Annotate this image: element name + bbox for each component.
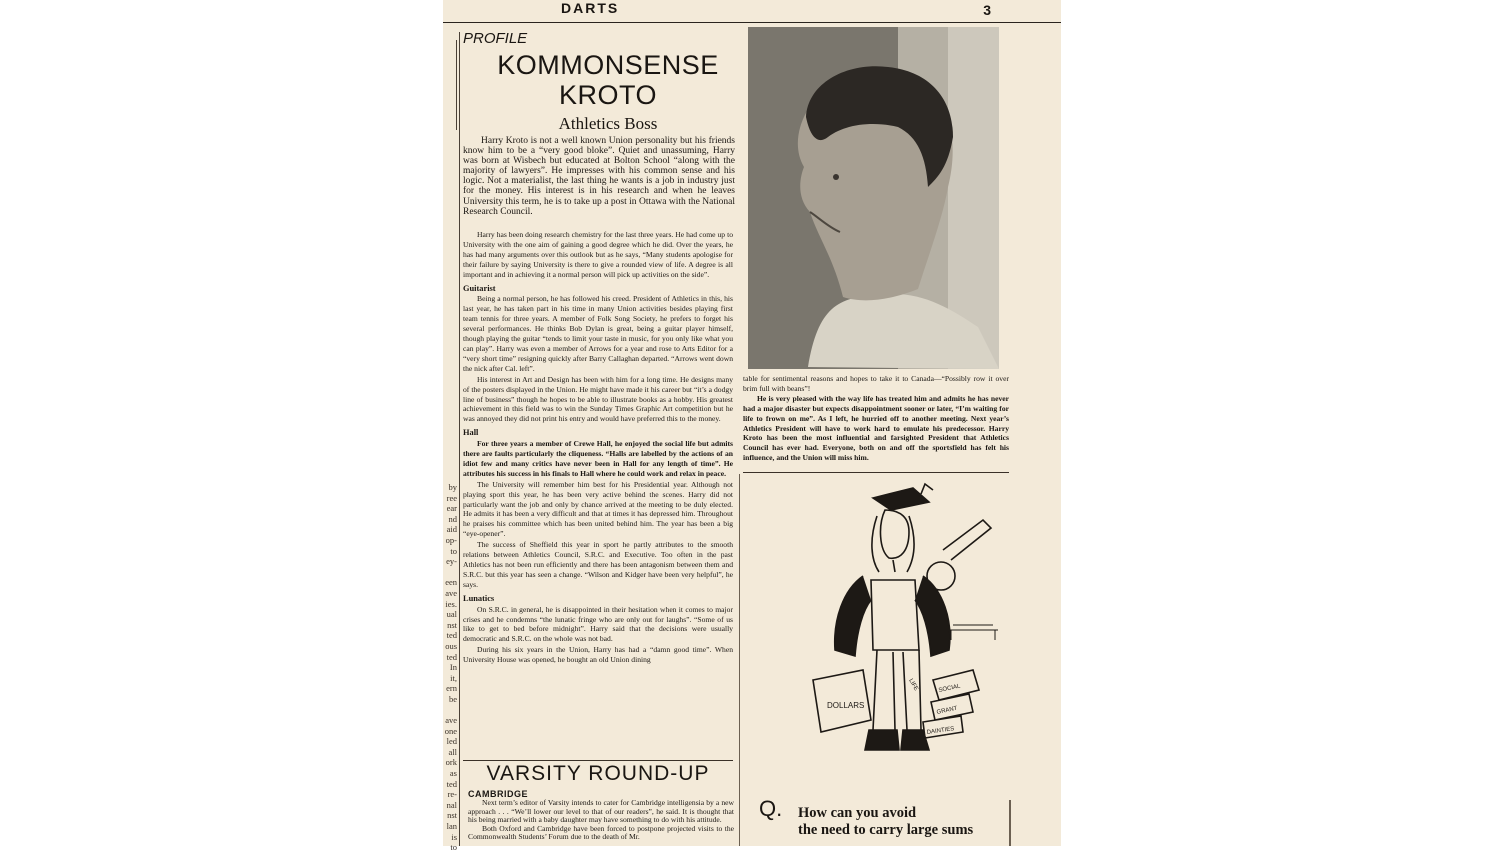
margin-fragment: ted bbox=[446, 778, 457, 789]
margin-fragment: re- bbox=[447, 789, 457, 800]
paragraph-3: Being a normal person, he has followed his creed. President of Athletics in this, his last year, he has taken part in his time in many Union activities besides playing first team tennis for three years. A member of Folk Song Society, he prefers to forget his several performances. He thinks Bob Dylan is great, being a guitar player himself, though playing the guitar “tends to limit your taste in music, for you only like what you can play”. Harry was even a member of Arrows for a year and rose to Arts Editor for a “very short time” resigning quickly after Barry Callaghan departed. “Arrows went down the nick after Cal. left”. bbox=[463, 294, 733, 373]
headline-line-1: KOMMONSENSE bbox=[497, 50, 719, 80]
margin-fragment: one bbox=[444, 725, 457, 736]
varsity-paragraph-1: Next term’s editor of Varsity intends to cater for Cambridge intelligensia by a new approach . . . “We’ll lower our level to that of our readers”, he said. It is thought that his being married with a baby daughter may have something to do with his attitude. bbox=[468, 798, 734, 825]
advert-line-1: How can you avoid bbox=[798, 805, 917, 821]
cartoon-tag-grant: GRANT bbox=[936, 705, 958, 716]
headline bbox=[463, 50, 753, 110]
paragraph-7: The success of Sheffield this year in sport he partly attributes to the smooth relations between Athletics Council, S.R.C. and Executive. Too often in the past Athletics has not been run efficiently and there has been antagonism between them and S.R.C. but this year has seen a change. “Wilson and Kidger have been very helpful”, he says. bbox=[463, 540, 733, 589]
adjacent-column-fragments bbox=[443, 482, 457, 853]
margin-fragment: nal bbox=[446, 799, 457, 810]
margin-fragment: ork bbox=[445, 757, 457, 768]
margin-fragment: ave bbox=[445, 587, 457, 598]
varsity-paragraph-2: Both Oxford and Cambridge have been forced to postpone projected visits to the Commonwealth Students’ Forum due to the death of Mr. bbox=[468, 823, 734, 842]
subhead-lunatics: Lunatics bbox=[463, 593, 495, 603]
margin-fragment: nst bbox=[447, 619, 457, 630]
cartoon-illustration bbox=[773, 480, 1003, 780]
margin-fragment: it, bbox=[450, 672, 457, 683]
margin-fragment: as bbox=[449, 768, 457, 779]
newspaper-page bbox=[443, 0, 1061, 853]
student-cartoon-drawing bbox=[773, 480, 1003, 780]
continuation-paragraph-1: table for sentimental reasons and hopes to take it to Canada—“Possibly row it over brim full with beans”! bbox=[743, 374, 1009, 393]
column-divider-horizontal bbox=[743, 472, 1009, 473]
margin-fragment: all bbox=[448, 746, 457, 757]
advert-q-label: Q. bbox=[759, 796, 783, 821]
margin-fragment: ous bbox=[445, 640, 457, 651]
portrait-photo bbox=[748, 27, 999, 369]
masthead-title: DARTS bbox=[561, 0, 620, 16]
paragraph-8: On S.R.C. in general, he is disappointed in their hesitation when it comes to major crises and he condemns “the lunatic fringe who are only out for laughs”. “Some of us like to get to bed before midnight”. Harry said that the decisions were usually democratic and S.R.C. on the whole was not bad. bbox=[463, 604, 733, 644]
subhead-guitarist: Guitarist bbox=[463, 283, 496, 293]
article-continuation bbox=[743, 374, 1009, 463]
margin-fragment: nd bbox=[448, 513, 457, 524]
margin-fragment: op- bbox=[445, 534, 457, 545]
margin-fragment: ree bbox=[446, 492, 457, 503]
column-divider-vertical bbox=[739, 474, 740, 846]
cartoon-bag-label: DOLLARS bbox=[827, 701, 865, 710]
margin-fragment: is bbox=[451, 831, 457, 842]
margin-fragment: ted bbox=[446, 630, 457, 641]
subheadline: Athletics Boss bbox=[558, 114, 658, 133]
right-column-rule bbox=[1009, 800, 1011, 846]
margin-fragment: by bbox=[448, 482, 457, 492]
paragraph-2: Harry has been doing research chemistry for the last three years. He had come up to University with the one aim of gaining a good degree which he did. Over the years, he has had many arguments over this outlook but as he says, “Many students apologise for their failure by saying University is there to give a rounded view of life. A degree is all important and in achieving it a normal person will pick up activities on the side”. bbox=[463, 230, 733, 279]
portrait-photo-drawing bbox=[748, 27, 999, 369]
margin-fragment: In bbox=[449, 662, 457, 673]
margin-fragment: to bbox=[450, 842, 457, 853]
masthead bbox=[443, 0, 1061, 23]
cartoon-tag-social: SOCIAL bbox=[938, 683, 961, 694]
section-divider bbox=[463, 760, 733, 761]
margin-fragment: ted bbox=[446, 651, 457, 662]
margin-fragment: be bbox=[448, 693, 457, 704]
paragraph-5: For three years a member of Crewe Hall, he enjoyed the social life but admits there are faults particularly the cliqueness. “Halls are labelled by the actions of an idiot few and many critics have never been in Hall for any length of time”. He attributes his success in his finals to Hall where he could work and relax in peace. bbox=[463, 439, 733, 478]
cartoon-tag-life: LIFE bbox=[907, 678, 919, 692]
article-intro bbox=[463, 136, 735, 217]
margin-fragment: nst bbox=[447, 810, 457, 821]
paragraph-6: The University will remember him best for his Presidential year. Although not playing sport this year, he has been very active behind the scenes. Harry did not particularly want the job and only by chance arrived at the meeting to be duly elected. He admits it has been a very difficult and that at times it has depressed him. Throughout he praises his committee which has been united behind him. The year has been a big “eye-opener”. bbox=[463, 479, 733, 539]
intro-paragraph: Harry Kroto is not a well known Union personality but his friends know him to be a “very good bloke”. Quiet and unassuming, Harry was born at Wisbech but educated at Bolton School “along with the majority of lawyers”. He impresses with his common sense and his logic. Not a materialist, the last thing he wants is a job in industry just for the money. His interest is in his research and when he leaves University this term, he is to take up a post in Ottawa with the National Research Council. bbox=[463, 136, 735, 217]
margin-fragment: ual bbox=[446, 609, 457, 620]
advert-line-2: the need to carry large sums bbox=[798, 822, 974, 838]
cartoon-tag-dainties: DAINTIES bbox=[926, 726, 955, 736]
margin-fragment: ear bbox=[446, 503, 457, 514]
page-number: 3 bbox=[983, 2, 991, 18]
section-label: PROFILE bbox=[463, 30, 528, 47]
article-body bbox=[463, 230, 733, 666]
margin-fragment: ey- bbox=[446, 556, 457, 567]
margin-fragment: led bbox=[446, 736, 457, 747]
margin-fragment: aid bbox=[446, 524, 457, 535]
column-divider-top bbox=[456, 40, 457, 130]
margin-fragment bbox=[443, 567, 457, 578]
margin-fragment: ies. bbox=[445, 598, 457, 609]
margin-fragment: ave bbox=[445, 715, 457, 726]
margin-fragment bbox=[443, 704, 457, 715]
continuation-paragraph-2: He is very pleased with the way life has treated him and admits he has never had a major disaster but expects disappointment sooner or later, “I’m waiting for life to frown on me”. As I left, he hurried off to another meeting. Next year’s Athletics President will have to work hard to emulate his predecessor. Harry Kroto has been the most influential and farsighted President that Athletics Council has ever had. Everyone, both on and off the sportsfield has felt his influence, and the Union will miss him. bbox=[743, 393, 1009, 463]
varsity-body bbox=[468, 799, 734, 842]
paragraph-9: During his six years in the Union, Harry has had a “damn good time”. When University House was opened, he bought an old Union dining bbox=[463, 645, 733, 665]
subhead-hall: Hall bbox=[463, 428, 479, 438]
column-divider bbox=[459, 32, 460, 846]
margin-fragment: to bbox=[450, 545, 457, 556]
margin-fragment: lan bbox=[446, 821, 457, 831]
varsity-title: VARSITY ROUND-UP bbox=[486, 762, 710, 785]
margin-fragment: een bbox=[445, 577, 457, 588]
paragraph-4: His interest in Art and Design has been with him for a long time. He designs many of the posters displayed in the Union. He might have made it his career but “it’s a dodgy line of business” though he hopes to be able to illustrate books as a hobby. His greatest achievement in this field was to win the Sunday Times Graphic Art competition but he was annoyed they did not print his entry and would have preferred this to the money. bbox=[463, 374, 733, 424]
varsity-section-label: CAMBRIDGE bbox=[468, 789, 528, 799]
headline-line-2: KROTO bbox=[558, 80, 657, 110]
margin-fragment: ern bbox=[446, 683, 457, 694]
advert-question bbox=[798, 805, 1028, 839]
